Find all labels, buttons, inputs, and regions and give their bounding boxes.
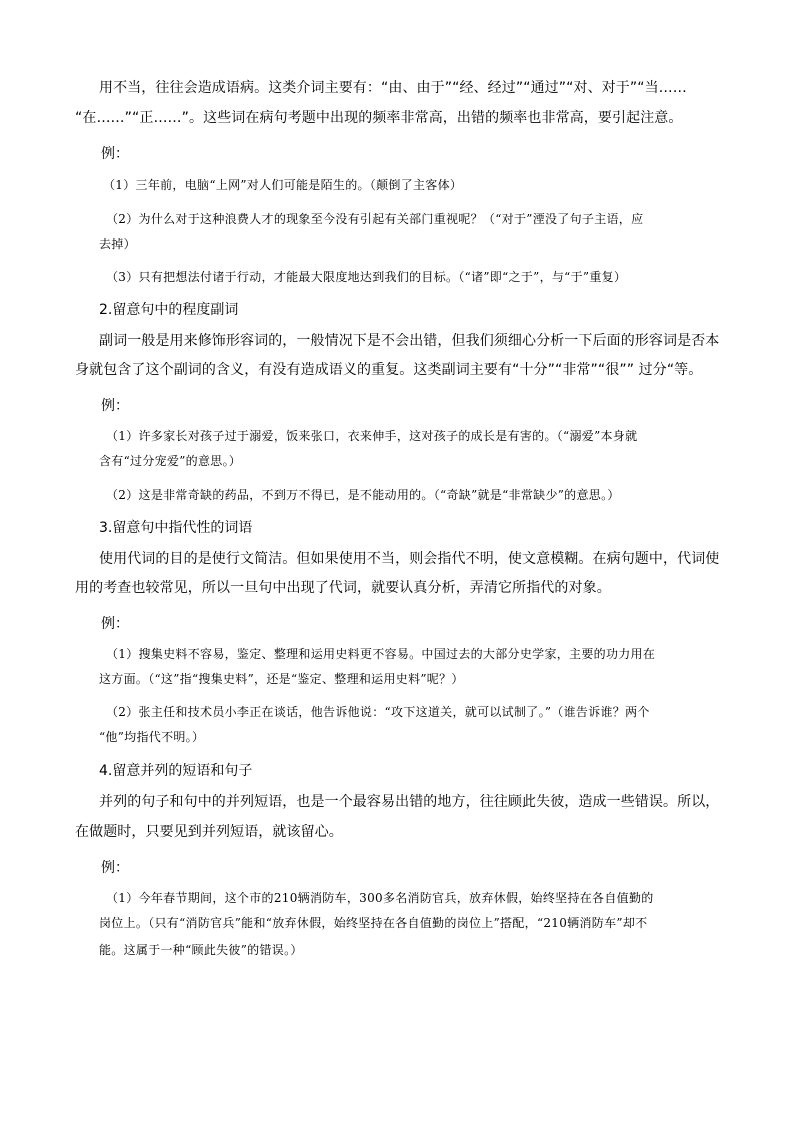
section3-intro-line-2: 用的考查也较常见，所以一旦句中出现了代词，就要认真分析，弄清它所指代的对象。 [75,580,611,596]
section3-example-label: 例： [101,616,129,632]
section4-example-1-line-1: （1）今年春节期间，这个市的210辆消防车，300多名消防官兵，放弃休假，始终坚持在各自值勤的 [106,891,654,905]
section1-example-3: （3）只有把想法付诸于行动，才能最大限度地达到我们的目标。（“诸”即“之于”，与“于”重复） [106,270,627,284]
section2-example-label: 例： [101,398,129,414]
section4-example-label: 例： [101,860,129,876]
section2-example-1-line-2: 含有“过分宠爱”的意思。） [99,454,242,468]
section1-example-label: 例： [101,146,129,162]
section3-intro-line-1: 使用代词的目的是使行文简洁。但如果使用不当，则会指代不明，使文意模糊。在病句题中，代词使 [99,551,720,567]
section3-example-2-line-2: “他”均指代不明。） [99,730,205,744]
section1-example-1: （1）三年前，电脑“上网”对人们可能是陌生的。（颠倒了主客体） [103,178,463,192]
section1-intro-line-2: “在……”“正……”。这些词在病句考题中出现的频率非常高，出错的频率也非常高，要引起注意。 [75,110,683,126]
section2-example-1-line-1: （1）许多家长对孩子过于溺爱，饭来张口，衣来伸手，这对孩子的成长是有害的。（“溺爱”本身就 [106,429,638,443]
section1-example-2-line-1: （2）为什么对于这种浪费人才的现象至今没有引起有关部门重视呢？（“对于”湮没了句子主语，应 [106,212,644,226]
section3-example-1-line-1: （1）搜集史料不容易，鉴定、整理和运用史料更不容易。中国过去的大部分史学家，主要的功力用在 [106,647,656,661]
section3-heading: 3.留意句中指代性的词语 [99,520,253,536]
section4-intro-line-2: 在做题时，只要见到并列短语，就该留心。 [75,824,343,840]
section3-example-2-line-1: （2）张主任和技术员小李正在谈话，他告诉他说：“攻下这道关，就可以试制了。”（谁告诉谁？两个 [106,705,650,719]
section4-intro-line-1: 并列的句子和句中的并列短语，也是一个最容易出错的地方，往往顾此失彼，造成一些错误。所以， [99,794,720,810]
section3-example-1-line-2: 这方面。（“这”指“搜集史料”，还是“鉴定、整理和运用史料”呢？） [99,672,464,686]
section4-example-1-line-2: 岗位上。（只有“消防官兵”能和“放弃休假，始终坚持在各自值勤的岗位上”搭配，“210辆消防车”却不 [99,916,648,930]
section2-intro-line-2: 身就包含了这个副词的含义，有没有造成语义的重复。这类副词主要有“十分”“非常”“很”” 过分“等。 [75,362,703,378]
section2-example-2: （2）这是非常奇缺的药品，不到万不得已，是不能动用的。（“奇缺”就是“非常缺少”的意思。） [106,488,620,502]
section4-example-1-line-3: 能。这属于一种“顾此失彼”的错误。） [99,943,303,957]
section1-example-2-line-2: 去掉） [99,237,136,251]
section4-heading: 4.留意并列的短语和句子 [99,763,253,779]
section1-intro-line-1: 用不当，往往会造成语病。这类介词主要有：“由、由于”“经、经过”“通过”“对、对于”“当…… [99,80,687,96]
section2-intro-line-1: 副词一般是用来修饰形容词的，一般情况下是不会出错，但我们须细心分析一下后面的形容词是否本 [99,333,720,349]
section2-heading: 2.留意句中的程度副词 [99,302,239,318]
